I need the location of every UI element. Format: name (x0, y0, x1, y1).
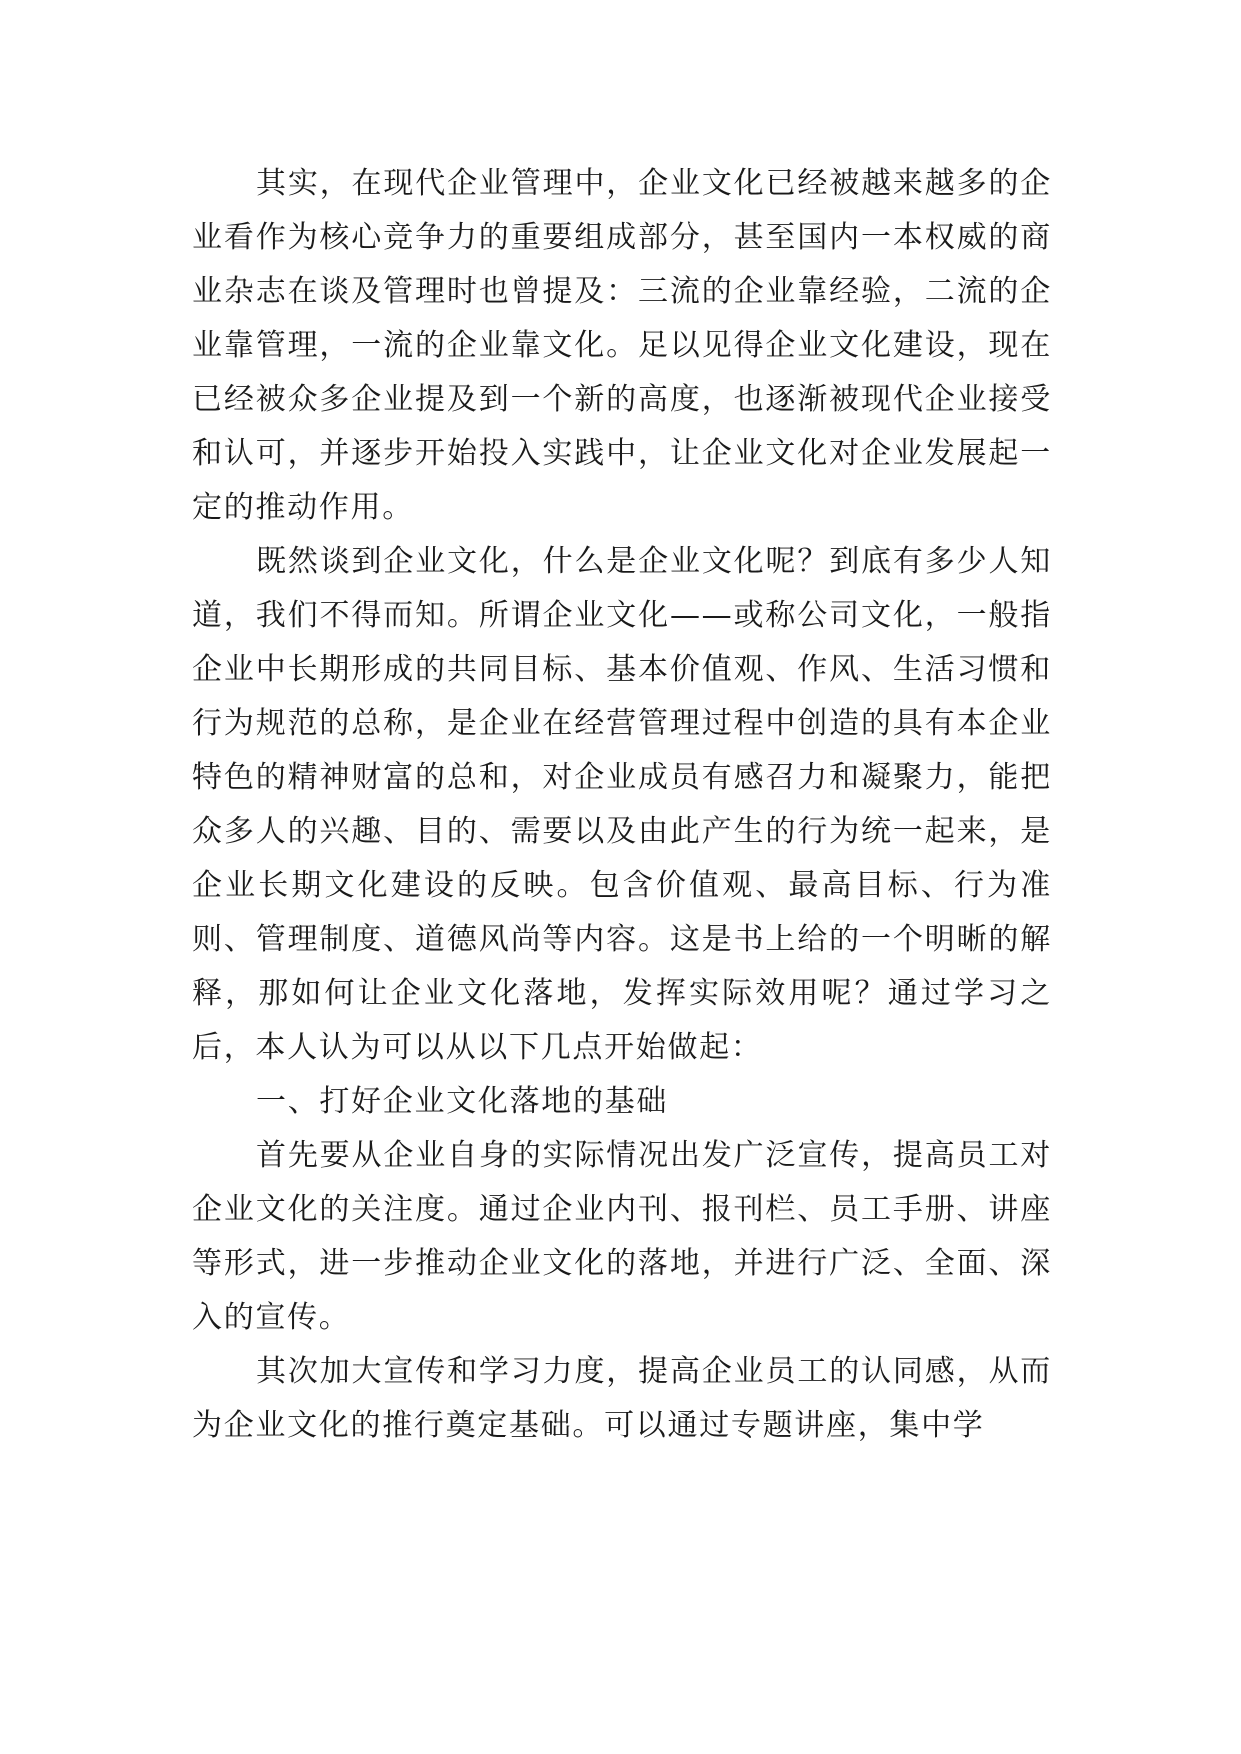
paragraph-corporate-culture-importance: 其实，在现代企业管理中，企业文化已经被越来越多的企业看作为核心竞争力的重要组成部分，甚至国内一本权威的商业杂志在谈及管理时也曾提及：三流的企业靠经验，二流的企业靠管理，一流的企业靠文化。足以见得企业文化建设，现在已经被众多企业提及到一个新的高度，也逐渐被现代企业接受和认可，并逐步开始投入实践中，让企业文化对企业发展起一定的推动作用。 (192, 166, 1052, 525)
section-heading-foundation: 一、打好企业文化落地的基础 (256, 1084, 669, 1119)
document-body (192, 157, 1052, 1453)
paragraph-corporate-culture-definition: 既然谈到企业文化，什么是企业文化呢？到底有多少人知道，我们不得而知。所谓企业文化——或称公司文化，一般指企业中长期形成的共同目标、基本价值观、作风、生活习惯和行为规范的总称，是企业在经营管理过程中创造的具有本企业特色的精神财富的总和，对企业成员有感召力和凝聚力，能把众多人的兴趣、目的、需要以及由此产生的行为统一起来，是企业长期文化建设的反映。包含价值观、最高目标、行为准则、管理制度、道德风尚等内容。这是书上给的一个明晰的解释，那如何让企业文化落地，发挥实际效用呢？通过学习之后，本人认为可以从以下几点开始做起： (192, 544, 1052, 1065)
paragraph-publicity: 首先要从企业自身的实际情况出发广泛宣传，提高员工对企业文化的关注度。通过企业内刊、报刊栏、员工手册、讲座等形式，进一步推动企业文化的落地，并进行广泛、全面、深入的宣传。 (192, 1138, 1052, 1335)
paragraph-learning: 其次加大宣传和学习力度，提高企业员工的认同感，从而为企业文化的推行奠定基础。可以通过专题讲座，集中学 (192, 1354, 1052, 1443)
